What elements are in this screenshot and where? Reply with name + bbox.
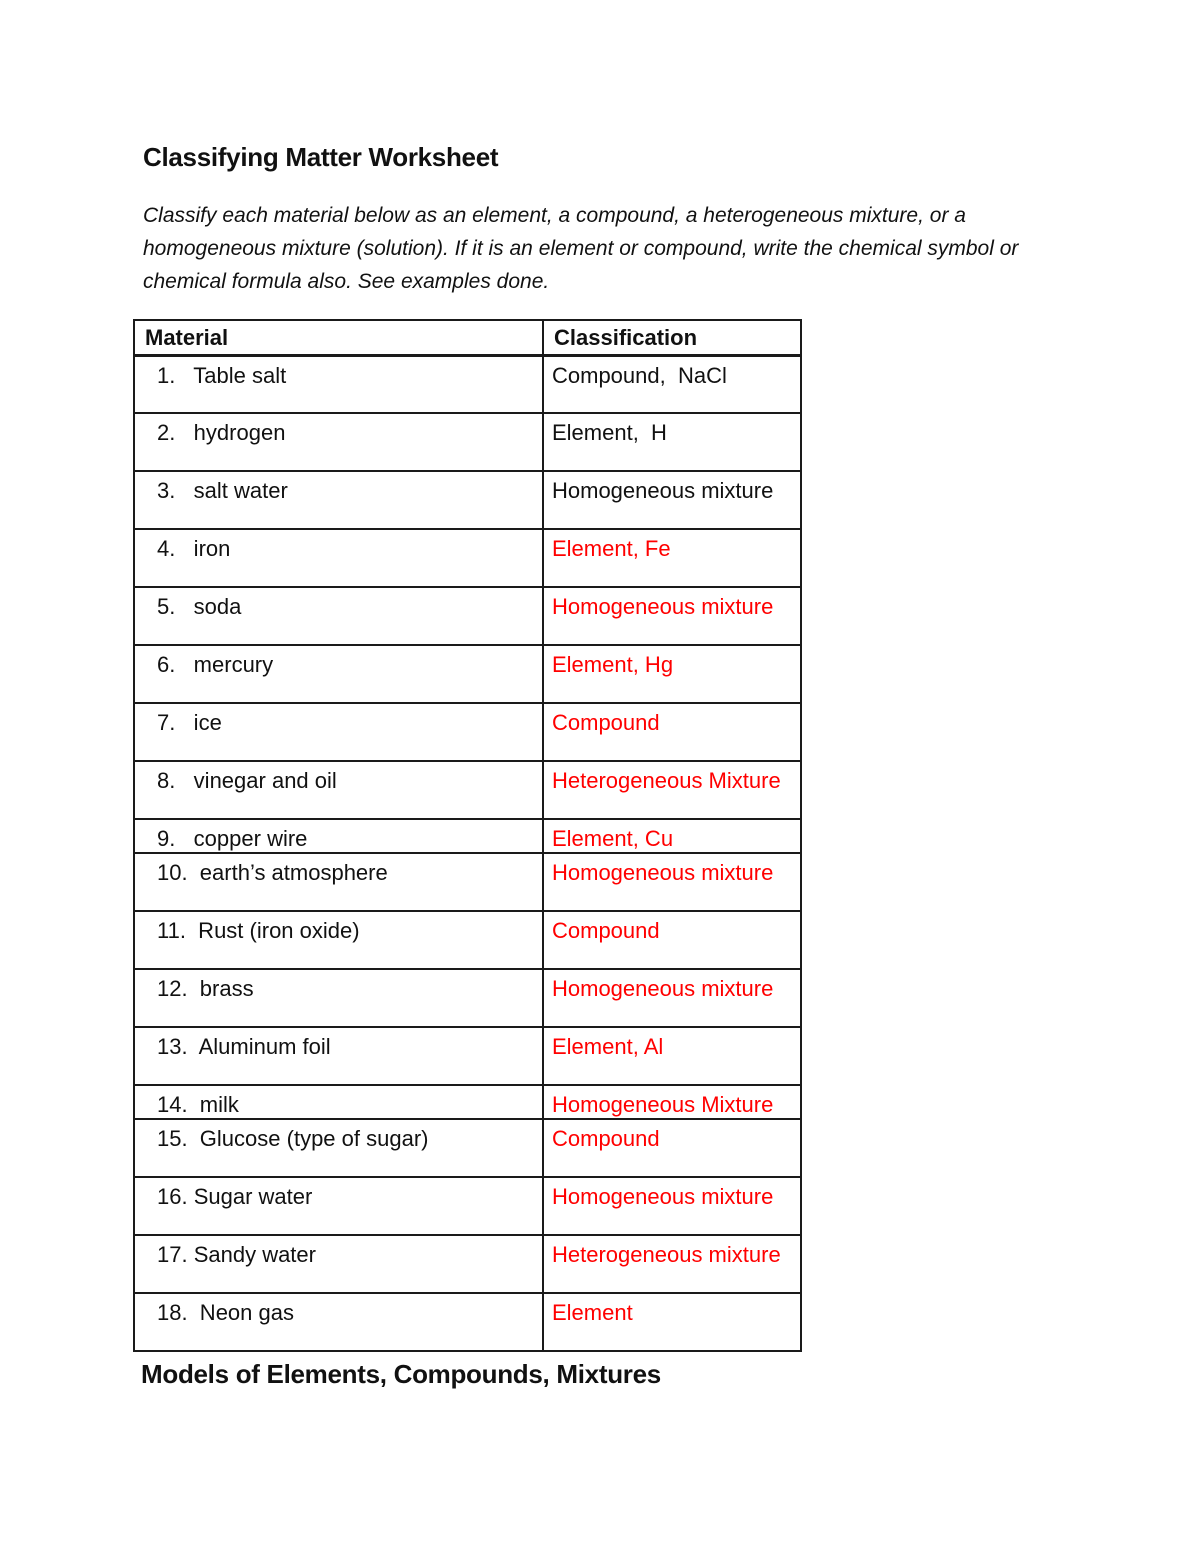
- classification-cell: Element, Fe: [543, 529, 801, 587]
- classification-cell: Compound: [543, 703, 801, 761]
- classification-cell: Compound: [543, 1119, 801, 1177]
- classification-cell: Heterogeneous Mixture: [543, 761, 801, 819]
- material-cell: 11. Rust (iron oxide): [134, 911, 543, 969]
- table-row: [134, 529, 801, 587]
- table-row: [134, 853, 801, 911]
- material-cell: 12. brass: [134, 969, 543, 1027]
- material-cell: 8. vinegar and oil: [134, 761, 543, 819]
- classification-cell: Heterogeneous mixture: [543, 1235, 801, 1293]
- table-row: [134, 645, 801, 703]
- table-row: [134, 703, 801, 761]
- classification-cell: Element, Cu: [543, 819, 801, 853]
- classification-cell: Element: [543, 1293, 801, 1351]
- classification-column-header: Classification: [543, 320, 801, 355]
- material-cell: 1. Table salt: [134, 355, 543, 413]
- material-cell: 5. soda: [134, 587, 543, 645]
- table-row: [134, 587, 801, 645]
- material-column-header: Material: [134, 320, 543, 355]
- material-cell: 13. Aluminum foil: [134, 1027, 543, 1085]
- table-row: [134, 1085, 801, 1119]
- page-title: Classifying Matter Worksheet: [143, 142, 499, 172]
- table-body: [134, 355, 801, 1351]
- table-row: [134, 1293, 801, 1351]
- table-row: [134, 1177, 801, 1235]
- material-cell: 6. mercury: [134, 645, 543, 703]
- classification-cell: Homogeneous mixture: [543, 471, 801, 529]
- table-row: [134, 911, 801, 969]
- material-cell: 14. milk: [134, 1085, 543, 1119]
- material-cell: 9. copper wire: [134, 819, 543, 853]
- classification-cell: Element, H: [543, 413, 801, 471]
- material-cell: 10. earth’s atmosphere: [134, 853, 543, 911]
- table-row: [134, 761, 801, 819]
- material-cell: 18. Neon gas: [134, 1293, 543, 1351]
- intro-line-2: homogeneous mixture (solution). If it is an element or compound, write the chemical symbol or: [143, 237, 1019, 260]
- intro-paragraph: [143, 199, 1200, 298]
- table-row: [134, 819, 801, 853]
- classification-cell: Compound, NaCl: [543, 355, 801, 413]
- table-row: [134, 1119, 801, 1177]
- classification-cell: Homogeneous Mixture: [543, 1085, 801, 1119]
- material-cell: 16. Sugar water: [134, 1177, 543, 1235]
- material-cell: 7. ice: [134, 703, 543, 761]
- table-row: [134, 969, 801, 1027]
- table-row: [134, 355, 801, 413]
- material-cell: 4. iron: [134, 529, 543, 587]
- table-row: [134, 471, 801, 529]
- classification-cell: Homogeneous mixture: [543, 853, 801, 911]
- table-row: [134, 1027, 801, 1085]
- material-cell: 15. Glucose (type of sugar): [134, 1119, 543, 1177]
- classification-cell: Element, Hg: [543, 645, 801, 703]
- classification-cell: Homogeneous mixture: [543, 587, 801, 645]
- table-header-row: [134, 320, 801, 355]
- table-row: [134, 413, 801, 471]
- classification-table: [133, 319, 802, 1352]
- classification-cell: Compound: [543, 911, 801, 969]
- material-cell: 3. salt water: [134, 471, 543, 529]
- material-cell: 17. Sandy water: [134, 1235, 543, 1293]
- material-cell: 2. hydrogen: [134, 413, 543, 471]
- table-row: [134, 1235, 801, 1293]
- intro-line-3: chemical formula also. See examples done.: [143, 270, 550, 293]
- section-heading: Models of Elements, Compounds, Mixtures: [141, 1359, 661, 1389]
- classification-cell: Element, Al: [543, 1027, 801, 1085]
- intro-line-1: Classify each material below as an element, a compound, a heterogeneous mixture, or a: [143, 204, 966, 227]
- classification-cell: Homogeneous mixture: [543, 1177, 801, 1235]
- classification-cell: Homogeneous mixture: [543, 969, 801, 1027]
